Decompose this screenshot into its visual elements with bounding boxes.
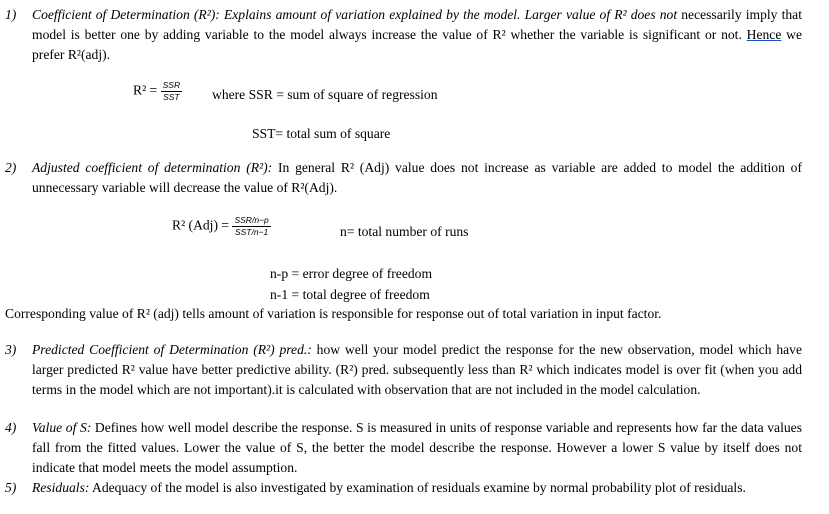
item-body: Adequacy of the model is also investigated by examination of residuals examine by normal probability plot of residuals. xyxy=(89,480,746,495)
fraction xyxy=(232,215,270,238)
item-body: In general R² (Adj) value does not increase as variable are added to model the addition of unnecessary variable will decrease the value of R²(Adj). xyxy=(32,160,803,195)
error-dof: n-p = error degree of freedom xyxy=(270,266,433,281)
corresponding-paragraph: Corresponding value of R² (adj) tells amount of variation is responsible for response out of total variation in input factor. xyxy=(5,306,662,321)
fraction-numerator: SSR xyxy=(162,80,181,90)
item-body: necessarily imply that model is better one by adding variable to the model always increase the value of R² whether the variable is significant or not. xyxy=(32,7,802,42)
item-title: Predicted Coefficient of Determination (R²) pred.: xyxy=(32,342,312,357)
formula-where: where SSR = sum of square of regression xyxy=(212,87,438,102)
item-number: 5) xyxy=(5,480,17,495)
item-title: Adjusted coefficient of determination (R²): xyxy=(32,160,273,175)
item-number: 1) xyxy=(5,7,17,22)
item-text xyxy=(32,158,802,198)
fraction-denominator: SST xyxy=(163,92,180,102)
formula-lhs: R² = xyxy=(133,82,158,98)
denominator-divisor: /n−1 xyxy=(251,227,269,237)
denominator-sst: SST xyxy=(234,227,252,237)
sst-definition: SST= total sum of square xyxy=(252,126,391,141)
formula-lhs: R² (Adj) = xyxy=(172,217,230,233)
item-body: Defines how well model describe the response. S is measured in units of response variable and represents how far the data values fall from the fitted values. Lower the value of S, the better the model describe the response. However a lower S value by itself does not indicate that model meets the model assumption. xyxy=(32,420,802,475)
item-title: Value of S: xyxy=(32,420,92,435)
numerator-divisor: /n−p xyxy=(251,215,269,225)
item-body-end: we prefer R²(adj). xyxy=(32,27,803,62)
item-text xyxy=(32,340,802,400)
formula-r2-adj xyxy=(172,215,271,238)
item-text xyxy=(32,478,802,498)
total-dof: n-1 = total degree of freedom xyxy=(270,287,430,302)
item-text xyxy=(32,418,802,478)
item-title: Residuals: xyxy=(32,480,90,495)
item-text xyxy=(32,5,802,65)
item-number: 2) xyxy=(5,160,17,175)
formula-r2 xyxy=(133,80,182,103)
runs-definition: n= total number of runs xyxy=(340,224,469,239)
item-number: 3) xyxy=(5,342,17,357)
numerator-ssr: SSR xyxy=(234,215,252,225)
item-title: Coefficient of Determination (R²): Explains amount of variation explained by the model. Larger value of R² does not xyxy=(32,7,678,22)
item-number: 4) xyxy=(5,420,17,435)
fraction-numerator xyxy=(232,215,270,227)
hence-link: Hence xyxy=(746,27,782,42)
fraction-denominator xyxy=(232,227,270,238)
item-body: how well your model predict the response for the new observation, model which have larger predicted R² value have better predictive ability. (R²) pred. subsequently less than R² which indicates model is over fit (when you add terms in the model which are not important).it is calculated with observation that are not included in the model calculation. xyxy=(32,342,802,397)
fraction xyxy=(161,80,182,103)
